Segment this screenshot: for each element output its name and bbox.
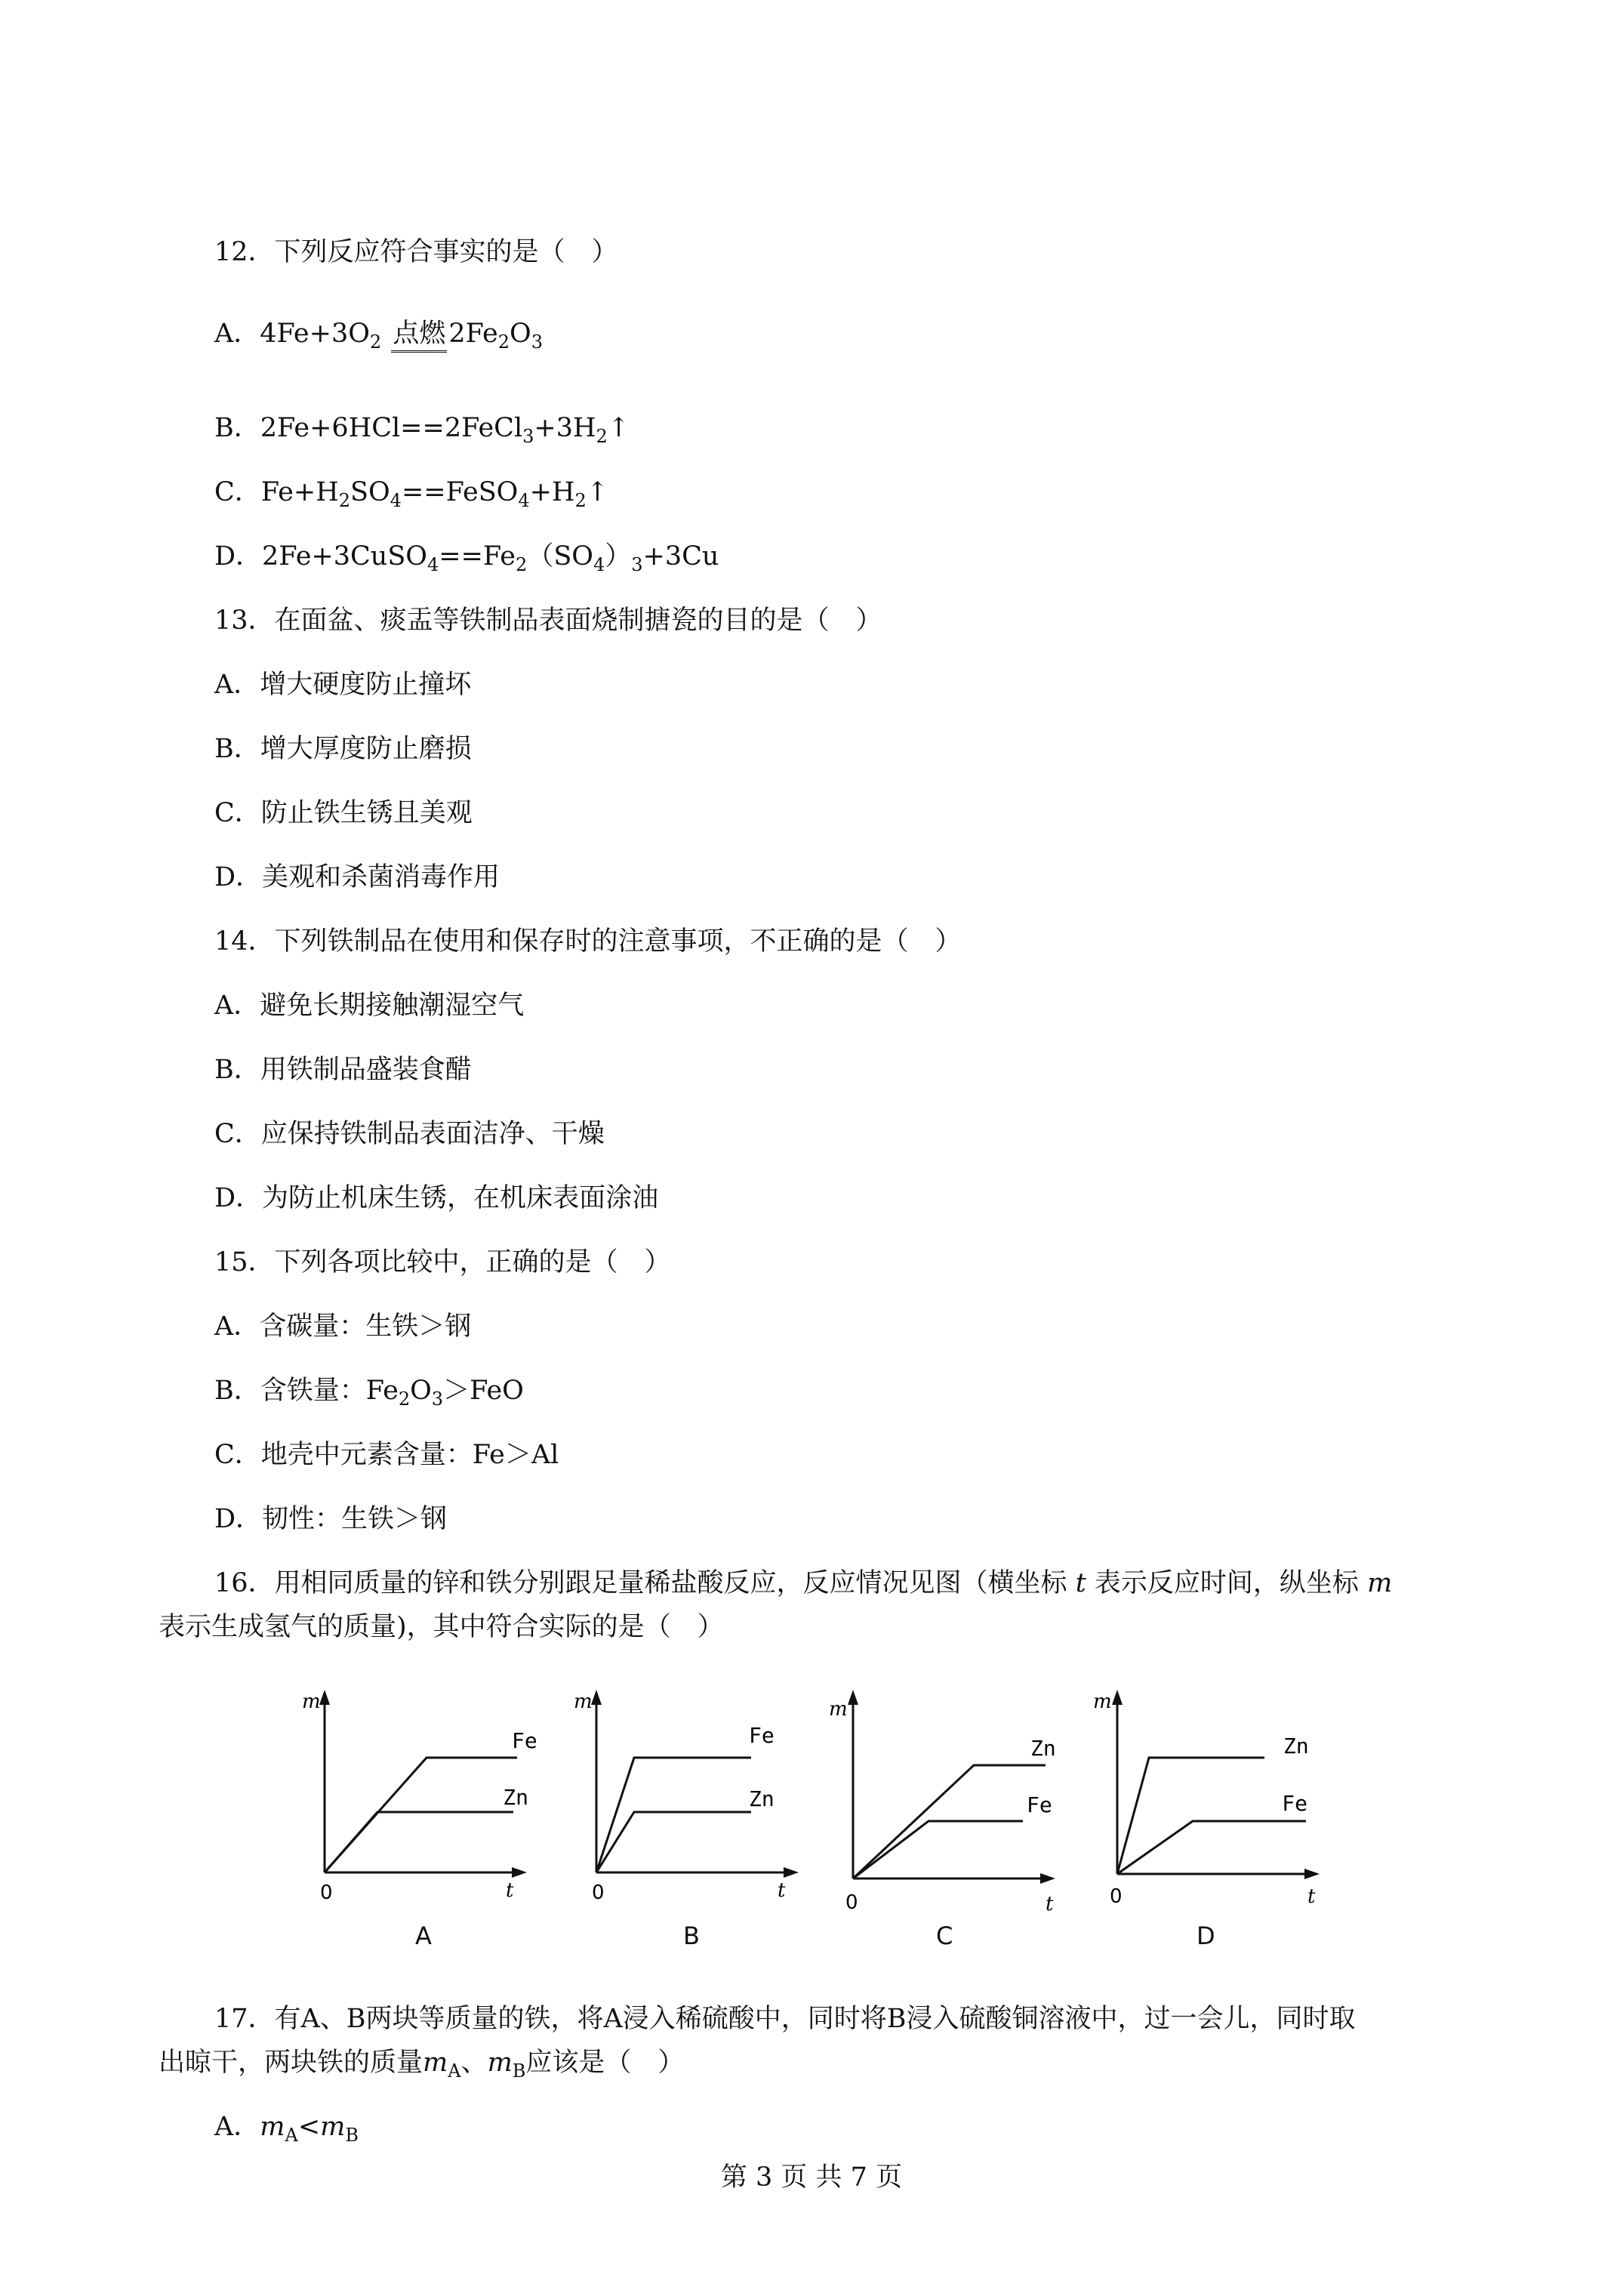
graph-b-zn-line [596,1812,751,1872]
q14-option-c: C．应保持铁制品表面洁净、干燥 [214,1119,605,1149]
graph-b-series-1: Fe [749,1723,775,1748]
graph-c-label: C [936,1922,953,1950]
graph-a-x-label: t [506,1879,514,1902]
graph-b-x-label: t [778,1879,786,1902]
graph-a-y-label: m [302,1690,321,1713]
graph-b-origin: 0 [592,1881,605,1904]
q17-option-a: A．$m_A<m_B$ [214,2112,359,2146]
q15-option-a: A．含碳量：生铁＞钢 [214,1311,472,1342]
graph-c-origin: 0 [845,1891,858,1914]
q13-option-b: B．增大厚度防止磨损 [214,734,472,764]
graph-d-label: D [1196,1922,1215,1950]
graph-d-zn-line [1117,1758,1264,1874]
graph-b-series-2: Zn [749,1786,775,1811]
graph-a-label: A [415,1922,432,1950]
graph-a [272,1684,537,1978]
q17-stem-line2: 出晾干，两块铁的质量$m_A$、$m_B$应该是（ ） [159,2048,685,2082]
graph-d-y-label: m [1093,1690,1112,1713]
graph-a-origin: 0 [320,1881,333,1904]
q15-option-d: D．韧性：生铁＞钢 [214,1504,448,1534]
graph-a-svg [272,1684,537,1933]
q14-option-d: D．为防止机床生锈，在机床表面涂油 [214,1183,659,1213]
graph-c-fe-line [853,1821,1023,1878]
q13-option-d: D．美观和杀菌消毒作用 [214,862,500,892]
q12-option-d: D．$2Fe+3CuSO_4==Fe_2(SO_4)_3+3Cu$ [214,541,719,575]
q13-stem: 13．在面盆、痰盂等铁制品表面烧制搪瓷的目的是（ ） [214,606,882,636]
graph-b-svg [544,1684,800,1933]
q12-option-a: A．$4Fe+3O_2$ 点燃 $2Fe_2O_3$ [214,319,543,353]
graph-c-y-label: m [829,1698,848,1721]
graph-c-svg [800,1684,1057,1933]
graph-b-fe-line [596,1758,751,1872]
graph-c-series-1: Zn [1030,1736,1056,1761]
reaction-condition: 点燃 [391,317,447,353]
graph-b-label: B [683,1922,700,1950]
graph-d-x-label: t [1307,1885,1316,1908]
q12-stem: 12．下列反应符合事实的是（ ） [214,237,618,267]
q12-option-b: B．$2Fe+6HCl==2FeCl_3+3H_2↑$ [214,413,630,447]
graph-d-series-2: Fe [1282,1791,1307,1816]
graph-d-fe-line [1117,1821,1306,1874]
graph-d [1064,1684,1321,1978]
q14-stem: 14．下列铁制品在使用和保存时的注意事项，不正确的是（ ） [214,926,962,957]
graph-b [544,1684,800,1978]
q15-option-b: B．含铁量：$Fe_2O_3>FeO$ [214,1376,524,1410]
q16-stem-line2: 表示生成氢气的质量)，其中符合实际的是（ ） [159,1612,724,1642]
graph-c-x-label: t [1046,1893,1054,1915]
graph-a-fe-line [325,1758,517,1872]
q14-option-a: A．避免长期接触潮湿空气 [214,991,525,1021]
q17-stem-line1: 17．有A、B两块等质量的铁，将A浸入稀硫酸中，同时将B浸入硫酸铜溶液中，过一会儿，同时取 [214,2004,1356,2034]
page-footer: 第 3 页 共 7 页 [720,2162,903,2193]
graph-c-series-2: Fe [1027,1792,1052,1817]
q14-option-b: B．用铁制品盛装食醋 [214,1055,472,1085]
q16-stem-line1: 16．用相同质量的锌和铁分别跟足量稀盐酸反应，反应情况见图（横坐标 t 表示反应时间，纵坐标 m [214,1568,1393,1598]
graph-d-series-1: Zn [1283,1734,1309,1758]
q13-option-c: C．防止铁生锈且美观 [214,798,473,828]
graph-d-svg [1064,1684,1321,1933]
graph-a-series-2: Zn [503,1785,528,1810]
q15-stem: 15．下列各项比较中，正确的是（ ） [214,1247,671,1277]
graph-a-series-1: Fe [512,1728,537,1753]
graph-b-y-label: m [574,1690,593,1713]
q15-option-c: C．地壳中元素含量：Fe＞Al [214,1440,559,1470]
graph-d-origin: 0 [1110,1885,1123,1908]
graph-c [800,1684,1057,1978]
q13-option-a: A．增大硬度防止撞坏 [214,670,472,700]
q12-option-c: C．$Fe+H_2SO_4==FeSO_4+H_2↑$ [214,477,609,511]
